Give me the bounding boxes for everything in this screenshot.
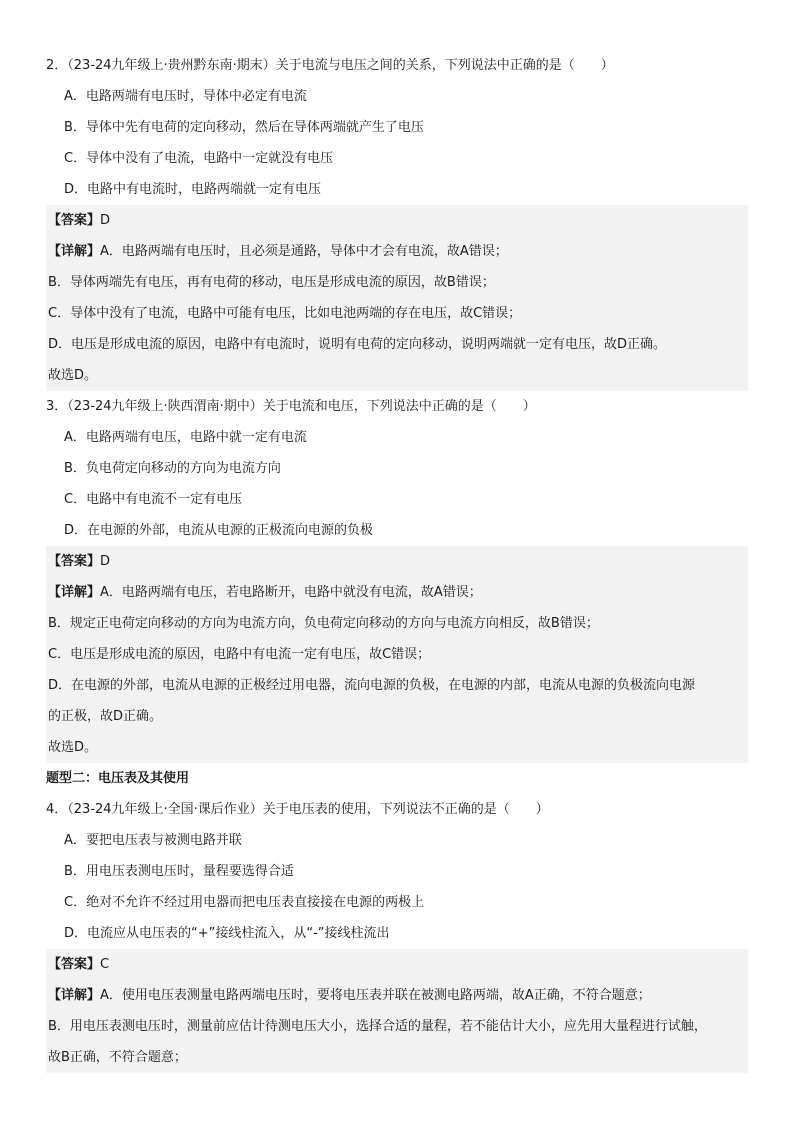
detail-text: A．使用电压表测量电路两端电压时，要将电压表并联在被测电路两端，故A正确，不符合题意； — [100, 988, 651, 1003]
question-3-option-b: B．负电荷定向移动的方向为电流方向 — [64, 461, 281, 476]
question-4-detail-line-2: B．用电压表测电压时，测量前应估计待测电压大小，选择合适的量程，若不能估计大小，应先用大量程进行试触， — [46, 1011, 748, 1042]
question-2-answer-block — [46, 205, 748, 391]
question-4-option-b: B．用电压表测电压时，量程要选得合适 — [64, 864, 294, 879]
question-3-detail-line-2: B．规定正电荷定向移动的方向为电流方向，负电荷定向移动的方向与电流方向相反，故B错误； — [46, 608, 748, 639]
question-3-detail-line-1 — [46, 577, 748, 608]
question-4-option-a: A．要把电压表与被测电路并联 — [64, 833, 242, 848]
question-3-detail-line-6: 故选D。 — [46, 732, 748, 763]
question-3-detail-line-4: D．在电源的外部，电流从电源的正极经过用电器，流向电源的负极，在电源的内部，电流从电源的负极流向电源 — [46, 670, 748, 701]
section-heading: 题型二：电压表及其使用 — [46, 771, 190, 786]
question-3-detail-line-3: C．电压是形成电流的原因，电路中有电流一定有电压，故C错误； — [46, 639, 748, 670]
answer-value: D — [100, 554, 111, 569]
question-2-option-c: C．导体中没有了电流，电路中一定就没有电压 — [64, 151, 334, 166]
question-4-detail-line-3: 故B正确，不符合题意； — [46, 1042, 748, 1073]
question-3-answer — [46, 546, 748, 577]
question-3-option-d: D．在电源的外部，电流从电源的正极流向电源的负极 — [64, 523, 374, 538]
answer-label: 【答案】 — [48, 554, 101, 569]
question-2-option-a: A．电路两端有电压时，导体中必定有电流 — [64, 89, 307, 104]
question-2-detail-line-4: D．电压是形成电流的原因，电路中有电流时，说明有电荷的定向移动，说明两端就一定有电压，故D正确。 — [46, 329, 748, 360]
detail-label: 【详解】 — [48, 244, 101, 259]
document-page — [46, 50, 748, 1073]
question-4-stem: 4．（23-24九年级上·全国·课后作业）关于电压表的使用，下列说法不正确的是（ ） — [46, 802, 549, 817]
question-2-option-b: B．导体中先有电荷的定向移动，然后在导体两端就产生了电压 — [64, 120, 424, 135]
question-2-detail-line-3: C．导体中没有了电流，电路中可能有电压，比如电池两端的存在电压，故C错误； — [46, 298, 748, 329]
question-4-detail-line-1 — [46, 980, 748, 1011]
question-2-detail-line-5: 故选D。 — [46, 360, 748, 391]
question-3-option-c: C．电路中有电流不一定有电压 — [64, 492, 243, 507]
answer-value: D — [100, 213, 111, 228]
question-2-detail-line-2: B．导体两端先有电压，再有电荷的移动，电压是形成电流的原因，故B错误； — [46, 267, 748, 298]
detail-text: A．电路两端有电压时，且必须是通路，导体中才会有电流，故A错误； — [100, 244, 508, 259]
question-4-answer-block — [46, 949, 748, 1073]
question-3-option-a: A．电路两端有电压，电路中就一定有电流 — [64, 430, 307, 445]
detail-label: 【详解】 — [48, 988, 101, 1003]
question-2-answer — [46, 205, 748, 236]
answer-label: 【答案】 — [48, 213, 101, 228]
detail-text: A．电路两端有电压，若电路断开，电路中就没有电流，故A错误； — [100, 585, 482, 600]
question-3-answer-block — [46, 546, 748, 763]
answer-value: C — [100, 957, 110, 972]
question-2-detail-line-1 — [46, 236, 748, 267]
question-4-answer — [46, 949, 748, 980]
question-4-option-c: C．绝对不允许不经过用电器而把电压表直接接在电源的两极上 — [64, 895, 425, 910]
question-2-stem: 2．（23-24九年级上·贵州黔东南·期末）关于电流与电压之间的关系，下列说法中正确的是（ ） — [46, 58, 614, 73]
question-3-stem: 3．（23-24九年级上·陕西渭南·期中）关于电流和电压，下列说法中正确的是（ ） — [46, 399, 536, 414]
question-2-option-d: D．电路中有电流时，电路两端就一定有电压 — [64, 182, 322, 197]
answer-label: 【答案】 — [48, 957, 101, 972]
question-3-detail-line-5: 的正极，故D正确。 — [46, 701, 748, 732]
question-4-option-d: D．电流应从电压表的“+”接线柱流入，从“-”接线柱流出 — [64, 926, 390, 941]
detail-label: 【详解】 — [48, 585, 101, 600]
